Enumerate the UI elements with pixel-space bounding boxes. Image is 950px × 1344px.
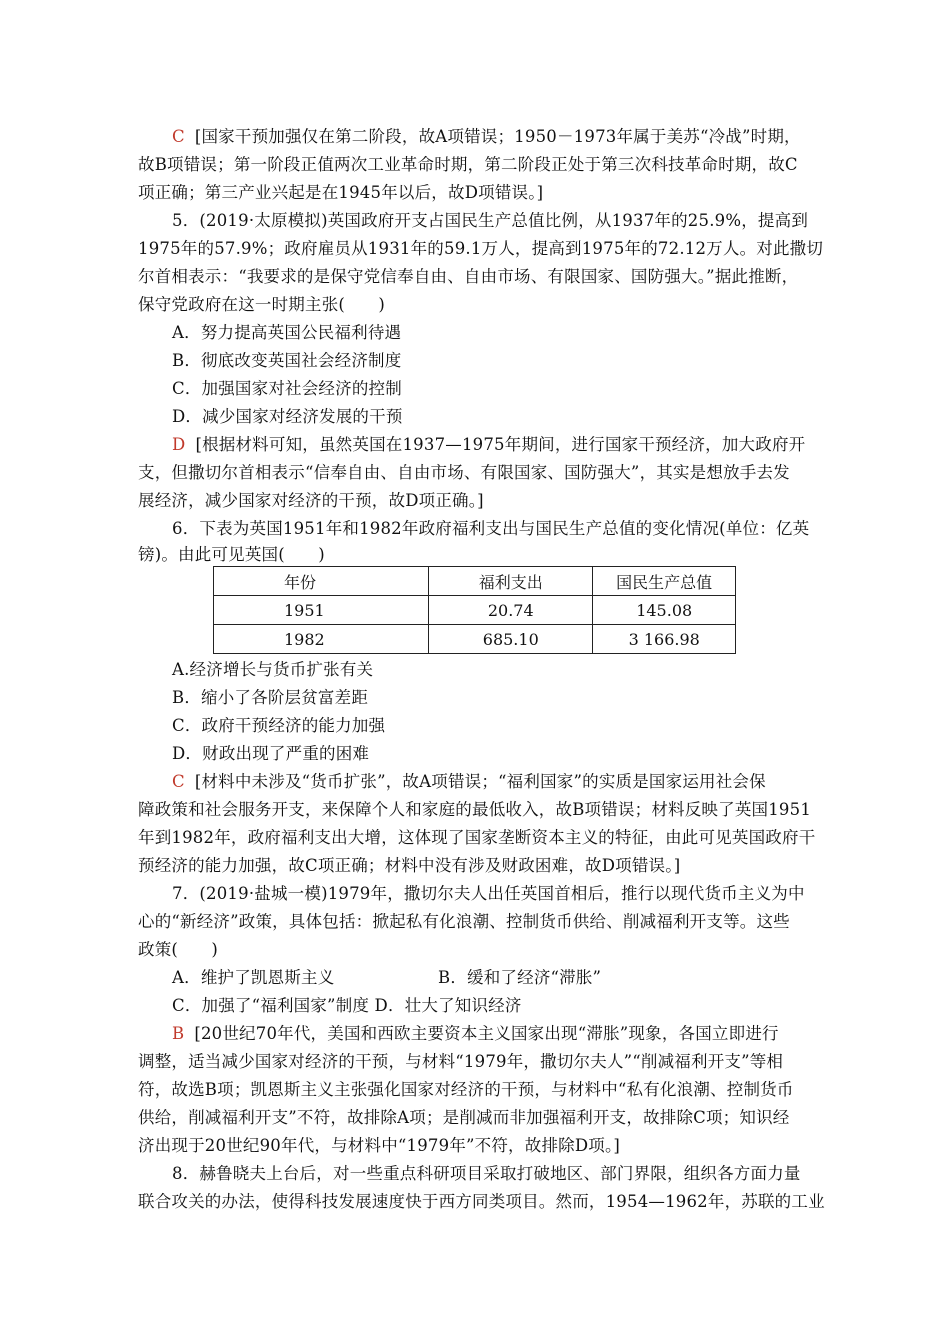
q7-option-a: A．维护了凯恩斯主义 <box>172 968 335 987</box>
q6-answer-line: 障政策和社会服务开支，来保障个人和家庭的最低收入，故B项错误；材料反映了英国1951 <box>138 800 812 819</box>
table-row <box>214 625 736 654</box>
q5-option-c: C．加强国家对社会经济的控制 <box>172 379 402 398</box>
data-table <box>213 566 736 654</box>
q5-option-a: A．努力提高英国公民福利待遇 <box>172 323 402 342</box>
q8-stem-line: 8．赫鲁晓夫上台后，对一些重点科研项目采取打破地区、部门界限，组织各方面力量 <box>172 1164 801 1183</box>
q5-answer-line: 支，但撒切尔首相表示“信奉自由、自由市场、有限国家、国防强大”，其实是想放手去发 <box>138 463 790 482</box>
q5-stem-line: 保守党政府在这一时期主张( ) <box>138 295 386 314</box>
answer-letter: D <box>172 435 186 454</box>
table-row <box>214 596 736 625</box>
q5-option-b: B．彻底改变英国社会经济制度 <box>172 351 402 370</box>
answer-letter: B <box>172 1024 185 1043</box>
q7-stem-line: 心的“新经济”政策，具体包括：掀起私有化浪潮、控制货币供给、削减福利开支等。这些 <box>138 912 790 931</box>
q4-answer-line: 故B项错误；第一阶段正值两次工业革命时期，第二阶段正处于第三次科技革命时期，故C <box>138 155 798 174</box>
q6-stem-line: 镑)。由此可见英国( ) <box>138 545 325 564</box>
q7-answer-line: 调整，适当减少国家对经济的干预，与材料“1979年，撒切尔夫人”“削减福利开支”等相 <box>138 1052 784 1071</box>
q6-answer-line: C [材料中未涉及“货币扩张”，故A项错误；“福利国家”的实质是国家运用社会保 <box>172 772 766 791</box>
q6-stem-line: 6．下表为英国1951年和1982年政府福利支出与国民生产总值的变化情况(单位：亿英 <box>172 519 810 538</box>
q6-option-c: C．政府干预经济的能力加强 <box>172 716 386 735</box>
q6-answer-line: 年到1982年，政府福利支出大增，这体现了国家垄断资本主义的特征，由此可见英国政府干 <box>138 828 816 847</box>
q5-answer-line: D [根据材料可知，虽然英国在1937—1975年期间，进行国家干预经济，加大政府开 <box>172 435 806 454</box>
table-header-row <box>214 567 736 596</box>
table-header-cell: 年份 <box>214 567 429 596</box>
q7-stem-line: 7．(2019·盐城一模)1979年，撒切尔夫人出任英国首相后，推行以现代货币主义为中 <box>172 884 805 903</box>
q7-answer-line: 供给，削减福利开支”不符，故排除A项；是削减而非加强福利开支，故排除C项；知识经 <box>138 1108 790 1127</box>
q6-option-a: A.经济增长与货币扩张有关 <box>172 660 374 679</box>
table-cell: 20.74 <box>429 596 593 625</box>
q7-option-b: B．缓和了经济“滞胀” <box>438 968 602 987</box>
q5-stem-line: 1975年的57.9%；政府雇员从1931年的59.1万人，提高到1975年的72.12万人。对此撒切 <box>138 239 824 258</box>
q5-stem-line: 5．(2019·太原模拟)英国政府开支占国民生产总值比例，从1937年的25.9%，提高到 <box>172 211 809 230</box>
q7-answer-line: B [20世纪70年代，美国和西欧主要资本主义国家出现“滞胀”现象，各国立即进行 <box>172 1024 779 1043</box>
table-header-cell: 国民生产总值 <box>593 567 736 596</box>
answer-letter: C <box>172 772 185 791</box>
table-cell: 145.08 <box>593 596 736 625</box>
q4-answer-line: 项正确；第三产业兴起是在1945年以后，故D项错误。] <box>138 183 544 202</box>
q5-stem-line: 尔首相表示：“我要求的是保守党信奉自由、自由市场、有限国家、国防强大。”据此推断， <box>138 267 799 286</box>
q7-option-cd: C．加强了“福利国家”制度 D．壮大了知识经济 <box>172 996 522 1015</box>
table-cell: 1951 <box>214 596 429 625</box>
q5-answer-line: 展经济，减少国家对经济的干预，故D项正确。] <box>138 491 484 510</box>
table-header-cell: 福利支出 <box>429 567 593 596</box>
q6-option-b: B．缩小了各阶层贫富差距 <box>172 688 369 707</box>
q4-answer-line: C [国家干预加强仅在第二阶段，故A项错误；1950－1973年属于美苏“冷战”时期， <box>172 127 801 146</box>
q7-answer-line: 济出现于20世纪90年代，与材料中“1979年”不符，故排除D项。] <box>138 1136 621 1155</box>
q7-answer-line: 符，故选B项；凯恩斯主义主张强化国家对经济的干预，与材料中“私有化浪潮、控制货币 <box>138 1080 794 1099</box>
table-cell: 3 166.98 <box>593 625 736 654</box>
table-cell: 685.10 <box>429 625 593 654</box>
q7-stem-line: 政策( ) <box>138 940 219 959</box>
table-cell: 1982 <box>214 625 429 654</box>
q6-option-d: D．财政出现了严重的困难 <box>172 744 370 763</box>
q8-stem-line: 联合攻关的办法，使得科技发展速度快于西方同类项目。然而，1954—1962年，苏联的工业 <box>138 1192 825 1211</box>
answer-letter: C <box>172 127 185 146</box>
q5-option-d: D．减少国家对经济发展的干预 <box>172 407 403 426</box>
q6-answer-line: 预经济的能力加强，故C项正确；材料中没有涉及财政困难，故D项错误。] <box>138 856 681 875</box>
